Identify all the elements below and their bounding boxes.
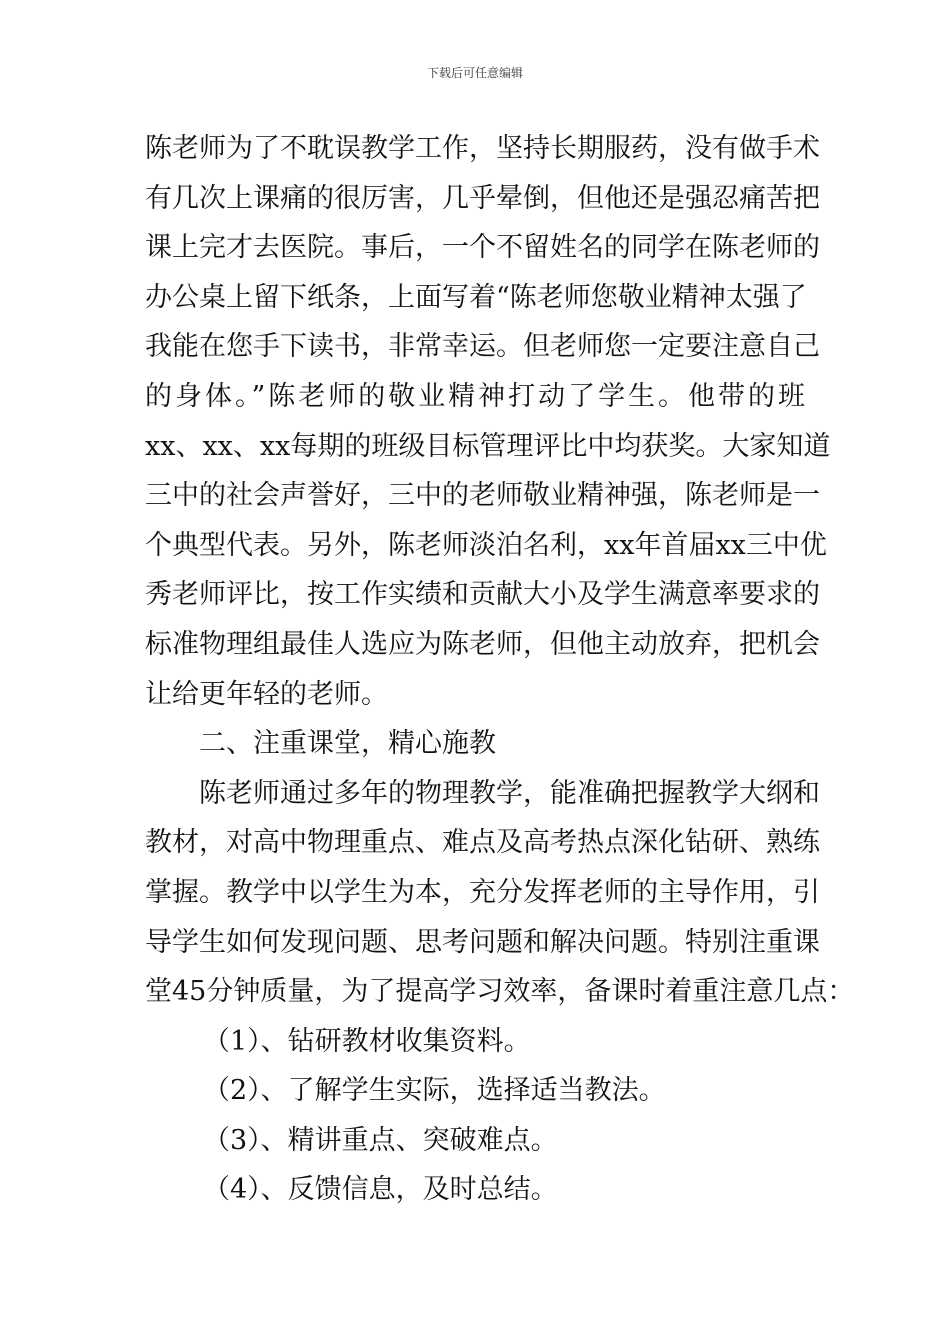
text-line: 导学生如何发现问题、思考问题和解决问题。特别注重课 — [145, 926, 820, 958]
list-item: （4）、反馈信息，及时总结。 — [203, 1174, 558, 1206]
text-line: 办公桌上留下纸条，上面写着“陈老师您敬业精神太强了 — [145, 281, 807, 313]
text-line: 陈老师通过多年的物理教学，能准确把握教学大纲和 — [199, 777, 820, 809]
text-line: 秀老师评比，按工作实绩和贡献大小及学生满意率要求的 — [145, 579, 820, 611]
list-item: （1）、钻研教材收集资料。 — [203, 1025, 531, 1057]
text-line: 三中的社会声誉好，三中的老师敬业精神强，陈老师是一 — [145, 480, 820, 512]
text-line: 陈老师为了不耽误教学工作，坚持长期服药，没有做手术 — [145, 133, 820, 164]
text-line: 我能在您手下读书，非常幸运。但老师您一定要注意自己 — [145, 331, 820, 363]
page-header: 下载后可任意编辑 — [426, 66, 523, 80]
text-line: xx、xx、xx每期的班级目标管理评比中均获奖。大家知道 — [145, 430, 831, 462]
text-line: 教材，对高中物理重点、难点及高考热点深化钻研、熟练 — [145, 827, 820, 859]
text-line: 的身体。”陈老师的敬业精神打动了学生。他带的班 — [145, 380, 805, 412]
document-body — [145, 124, 855, 1215]
text-line: 掌握。教学中以学生为本，充分发挥老师的主导作用，引 — [145, 876, 820, 908]
text-line: 堂45分钟质量，为了提高学习效率，备课时着重注意几点： — [145, 976, 855, 1008]
text-line: 有几次上课痛的很厉害，几乎晕倒，但他还是强忍痛苦把 — [145, 182, 820, 214]
text-line: 课上完才去医院。事后，一个不留姓名的同学在陈老师的 — [145, 232, 820, 264]
list-item: （2）、了解学生实际，选择适当教法。 — [203, 1075, 666, 1107]
text-line: 让给更年轻的老师。 — [145, 678, 388, 710]
section-heading: 二、注重课堂，精心施教 — [199, 728, 496, 760]
text-line: 个典型代表。另外，陈老师淡泊名利，xx年首届xx三中优 — [145, 529, 827, 561]
list-item: （3）、精讲重点、突破难点。 — [203, 1124, 558, 1156]
text-line: 标准物理组最佳人选应为陈老师，但他主动放弃，把机会 — [145, 628, 820, 660]
